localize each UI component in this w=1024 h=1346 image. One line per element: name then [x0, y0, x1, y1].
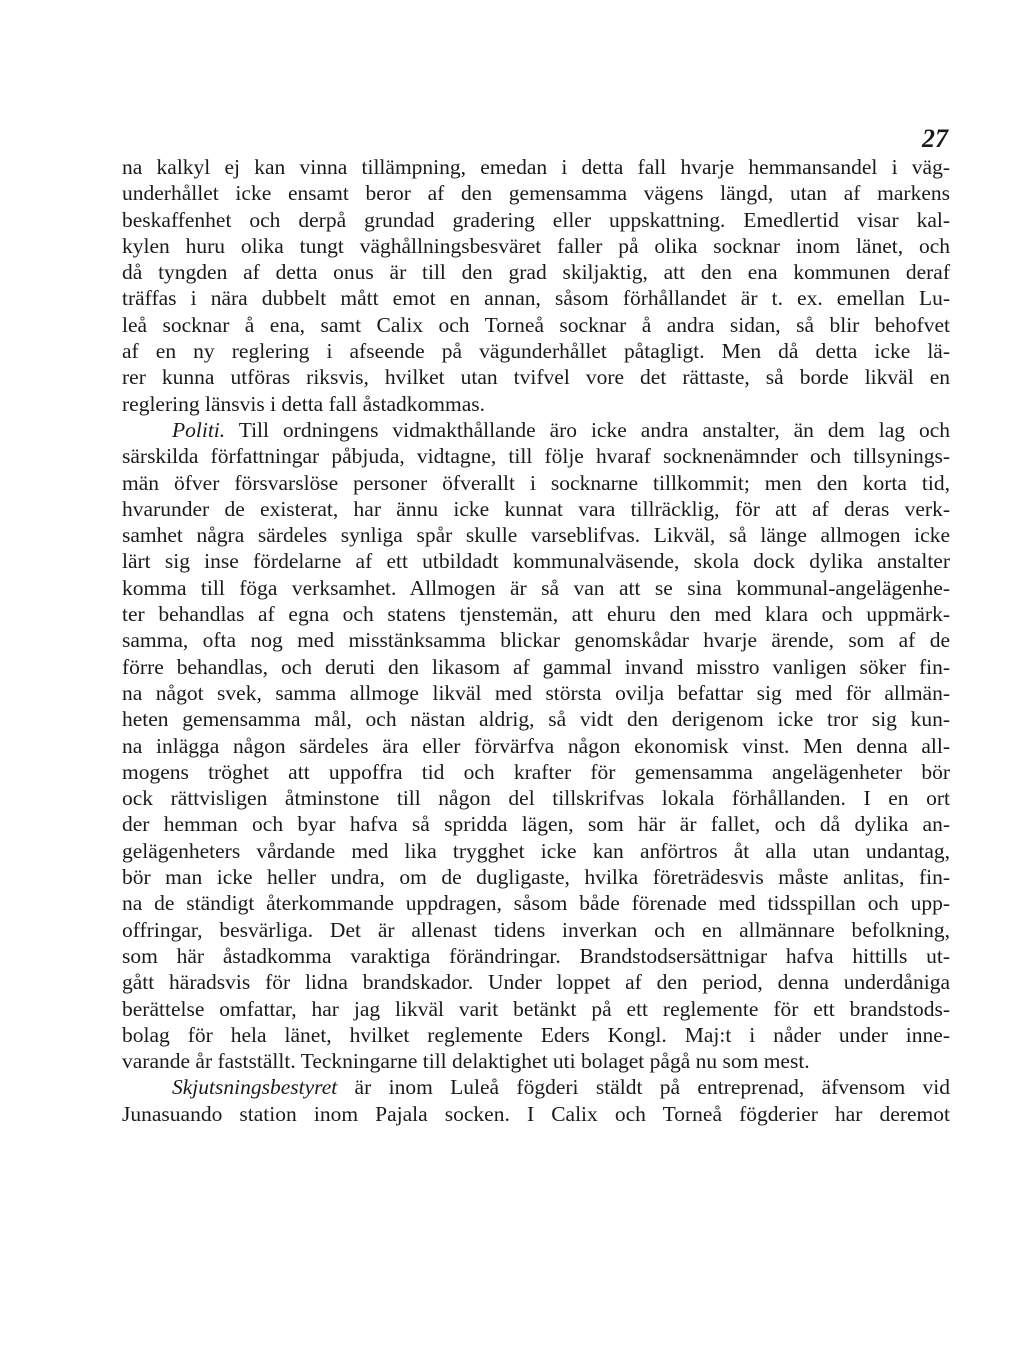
text-line: män öfver försvarslöse personer öfverallt i socknarne tillkommit; men den korta tid,: [122, 470, 950, 495]
text-line: varande år fastställt. Teckningarne till delaktighet uti bolaget pågå nu som mest.: [122, 1049, 810, 1074]
body-text: [122, 154, 950, 1127]
text-line: rer kunna utföras riksvis, hvilket utan tvifvel vore det rättaste, så borde likväl en: [122, 365, 950, 390]
text-line: som här åstadkomma varaktiga förändringar. Brandstodsersättnigar hafva hittills ut-: [122, 943, 950, 968]
text-line: samhet några särdeles synliga spår skulle varseblifvas. Likväl, så länge allmogen icke: [122, 523, 950, 548]
text-line: bör man icke heller undra, om de dugligaste, hvilka företrädesvis måste anlitas, fin-: [122, 865, 950, 890]
page-number: 27: [922, 124, 948, 153]
text-line: heten gemensamma mål, och nästan aldrig, så vidt den derigenom icke tror sig kun-: [122, 707, 950, 732]
text-line: hvarunder de existerat, har ännu icke kunnat vara tillräcklig, för att af deras verk-: [122, 496, 950, 521]
text-line: Junasuando station inom Pajala socken. I Calix och Torneå fögderier har deremot: [122, 1101, 950, 1126]
text-line: underhållet icke ensamt beror af den gemensamma vägens längd, utan af markens: [122, 181, 950, 206]
text-line: samma, ofta nog med misstänksamma blickar genomskådar hvarje ärende, som af de: [122, 628, 950, 653]
text-line-rest: är inom Luleå fögderi stäldt på entreprenad, äfvensom vid: [337, 1075, 950, 1100]
text-line: [122, 417, 950, 443]
text-line: reglering länsvis i detta fall åstadkommas.: [122, 391, 486, 416]
text-line: [122, 1074, 950, 1100]
paragraph-2: [122, 417, 950, 1074]
text-line: särskilda författningar påbjuda, vidtagne, till följe hvaraf socknenämnder och tillsynings-: [122, 444, 950, 469]
text-line: ock rättvisligen åtminstone till någon del tillskrifvas lokala förhållanden. I en ort: [122, 786, 950, 811]
text-line: lärt sig inse fördelarne af ett utbildadt kommunalväsende, skola dock dylika anstalter: [122, 549, 950, 574]
text-line: träffas i nära dubbelt mått emot en annan, såsom förhållandet är t. ex. emellan Lu-: [122, 286, 950, 311]
text-line: mogens tröghet att uppoffra tid och krafter för gemensamma angelägenheter bör: [122, 759, 950, 784]
text-line: gelägenheters vårdande med lika trygghet icke kan anförtros åt alla utan undantag,: [122, 838, 950, 863]
section-heading-skjutsningsbestyret: Skjutsningsbestyret: [172, 1075, 338, 1100]
text-line: na inlägga någon särdeles ära eller förvärfva någon ekonomisk vinst. Men denna all-: [122, 733, 950, 758]
text-line: gått häradsvis för lidna brandskador. Under loppet af den period, denna underdåniga: [122, 970, 950, 995]
paragraph-3: [122, 1074, 950, 1127]
paragraph-1: [122, 154, 950, 417]
text-line: ter behandlas af egna och statens tjenstemän, att ehuru den med klara och uppmärk-: [122, 602, 950, 627]
text-line: na kalkyl ej kan vinna tillämpning, emedan i detta fall hvarje hemmansandel i väg-: [122, 155, 950, 179]
text-line: der hemman och byar hafva så spridda lägen, som här är fallet, och då dylika an-: [122, 812, 950, 837]
text-line: na de ständigt återkommande uppdragen, såsom både förenade med tidsspillan och upp-: [122, 891, 950, 916]
text-line: förre behandlas, och deruti den likasom af gammal invand misstro vanligen söker fin-: [122, 654, 950, 679]
text-line-rest: Till ordningens vidmakthållande äro icke andra anstalter, än dem lag och: [225, 417, 950, 442]
text-line: na något svek, samma allmoge likväl med största ovilja befattar sig med för allmän-: [122, 680, 950, 705]
text-line: bolag för hela länet, hvilket reglemente Eders Kongl. Maj:t i nåder under inne-: [122, 1022, 950, 1047]
section-heading-politi: Politi.: [172, 417, 226, 442]
text-line: af en ny reglering i afseende på vägunderhållet påtagligt. Men då detta icke lä-: [122, 339, 950, 364]
text-line: offringar, besvärliga. Det är allenast tidens inverkan och en allmännare befolkning,: [122, 917, 950, 942]
text-line: beskaffenhet och derpå grundad gradering eller uppskattning. Emedlertid visar kal-: [122, 207, 950, 232]
text-line: kylen huru olika tungt väghållningsbesväret faller på olika socknar inom länet, och: [122, 233, 950, 258]
text-line: berättelse omfattar, har jag likväl varit betänkt på ett reglemente för ett brandstods-: [122, 996, 950, 1021]
text-line: leå socknar å ena, samt Calix och Torneå socknar å andra sidan, så blir behofvet: [122, 312, 950, 337]
text-line: då tyngden af detta onus är till den grad skiljaktig, att den ena kommunen deraf: [122, 260, 950, 285]
text-line: komma till föga verksamhet. Allmogen är så van att se sina kommunal-angelägenhe-: [122, 575, 950, 600]
